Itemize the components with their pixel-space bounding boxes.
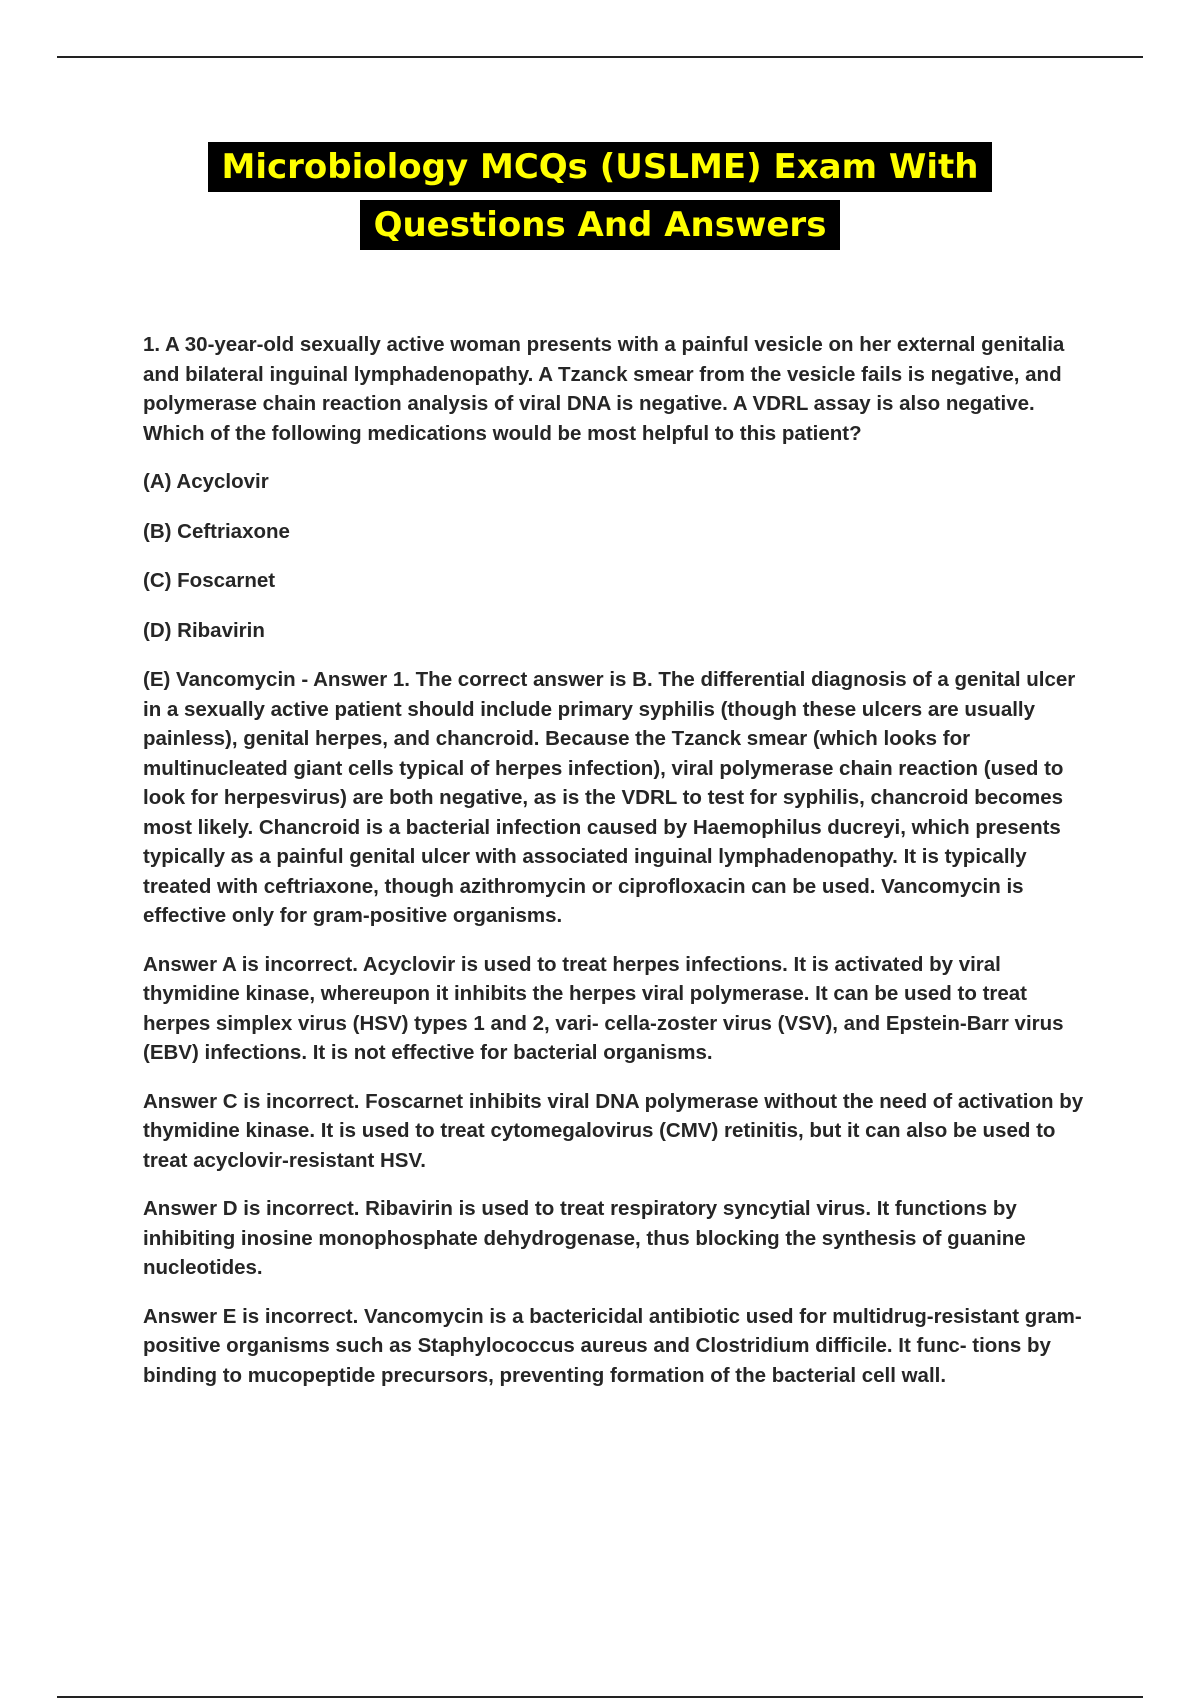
explanation-e: Answer E is incorrect. Vancomycin is a bactericidal antibiotic used for multidrug-resistant gram-positive organisms such as Staphylococcus aureus and Clostridium difficile. It func- tions by binding to mucopeptide precursors, preventing formation of the bacterial cell wall. (143, 1304, 1082, 1387)
title-line-1: Microbiology MCQs (USLME) Exam With (208, 142, 993, 192)
explanation-d: Answer D is incorrect. Ribavirin is used to treat respiratory syncytial virus. It functions by inhibiting inosine monophosphate dehydrogenase, thus blocking the synthesis of guanine nucleotides. (143, 1197, 1026, 1279)
document-title (0, 142, 1200, 250)
explanation-c: Answer C is incorrect. Foscarnet inhibits viral DNA polymerase without the need of activation by thymidine kinase. It is used to treat cytomegalovirus (CMV) retinitis, but it can also be used to treat acyclovir-resistant HSV. (143, 1089, 1084, 1172)
question-stem: 1. A 30-year-old sexually active woman presents with a painful vesicle on her external genitalia and bilateral inguinal lymphadenopathy. A Tzanck smear from the vesicle fails is negative, and polymerase chain reaction analysis of viral DNA is negative. A VDRL assay is also negative. Which of the following medications would be most helpful to this patient? (143, 333, 1065, 445)
option-b: (B) Ceftriaxone (143, 519, 290, 543)
top-rule (57, 56, 1143, 58)
option-c: (C) Foscarnet (143, 569, 276, 592)
option-a: (A) Acyclovir (143, 470, 269, 493)
option-d: (D) Ribavirin (143, 618, 265, 642)
question-content (143, 330, 1093, 1409)
bottom-rule (57, 1696, 1143, 1698)
explanation-a: Answer A is incorrect. Acyclovir is used to treat herpes infections. It is activated by viral thymidine kinase, whereupon it inhibits the herpes viral polymerase. It can be used to treat herpes simplex virus (HSV) types 1 and 2, vari- cella-zoster virus (VSV), and Epstein-Barr virus (EBV) infections. It is not effective for bacterial organisms. (143, 952, 1064, 1064)
title-line-2: Questions And Answers (360, 200, 841, 250)
answer-explanation: (E) Vancomycin - Answer 1. The correct answer is B. The differential diagnosis of a genital ulcer in a sexually active patient should include primary syphilis (though these ulcers are usually painless), genital herpes, and chancroid. Because the Tzanck smear (which looks for multinucleated giant cells typical of herpes infection), viral polymerase chain reaction (used to look for herpesvirus) are both negative, as is the VDRL to test for syphilis, chancroid becomes most likely. Chancroid is a bacterial infection caused by Haemophilus ducreyi, which presents typically as a painful genital ulcer with associated inguinal lymphadenopathy. It is typically treated with ceftriaxone, though azithromycin or ciprofloxacin can be used. Vancomycin is effective only for gram-positive organisms. (143, 668, 1076, 927)
